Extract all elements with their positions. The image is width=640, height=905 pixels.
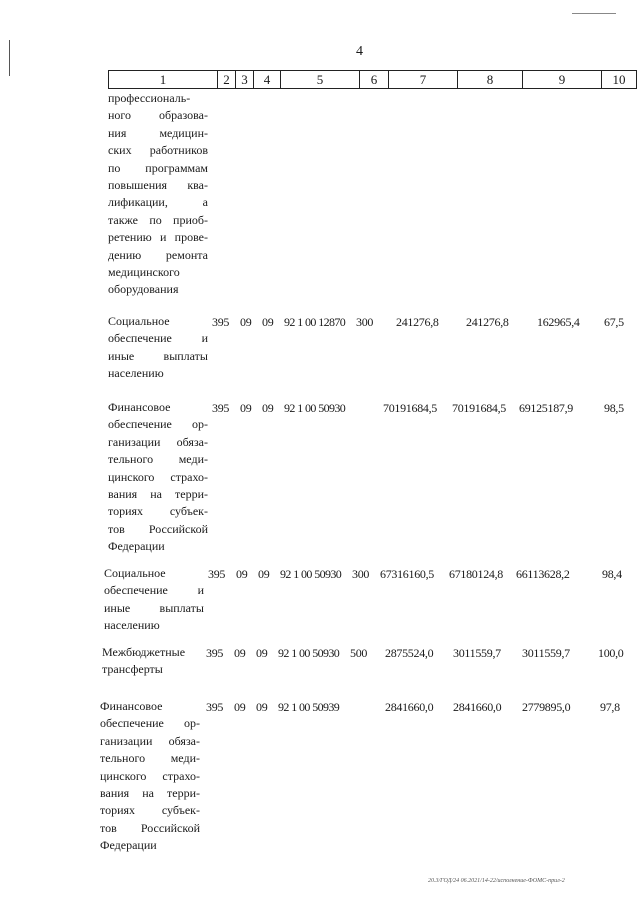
cell-value-8: 70191684,5 xyxy=(452,401,507,415)
table-row-name xyxy=(102,644,202,679)
name-line: ториях субъек- xyxy=(108,504,208,519)
name-line: тельного меди- xyxy=(100,751,200,766)
table-row-name xyxy=(100,698,200,855)
name-line: вания на терри- xyxy=(108,487,208,502)
cell-subsection: 09 xyxy=(256,646,268,660)
footer-file-reference: 20.3/ГОД/24 06.2021/14-22/исполнение-ФОМС-прил-2 xyxy=(428,878,565,884)
cell-section: 09 xyxy=(240,401,252,415)
cell-percent: 98,5 xyxy=(604,401,624,415)
name-line: дению ремонта xyxy=(108,247,208,262)
name-line: повышения ква- xyxy=(108,178,208,193)
header-cell-4: 4 xyxy=(254,71,281,88)
cell-target-code: 92 1 00 50930 xyxy=(278,646,340,660)
name-line: профессиональ- xyxy=(108,91,191,105)
name-line: населению xyxy=(104,618,160,633)
cell-value-9: 66113628,2 xyxy=(516,567,570,581)
cell-subsection: 09 xyxy=(258,567,270,581)
cell-value-9: 69125187,9 xyxy=(519,401,574,415)
table-row-name xyxy=(108,399,208,556)
column-header-row xyxy=(108,70,637,89)
name-line: ганизации обяза- xyxy=(100,733,200,748)
cell-expense-type: 300 xyxy=(356,315,374,329)
name-line: ретению и прове- xyxy=(108,230,208,245)
name-line: Социальное xyxy=(104,566,166,580)
name-line: цинского страхо- xyxy=(108,469,208,484)
name-line: тов Российской xyxy=(100,820,200,835)
name-line: обеспечение и xyxy=(108,331,208,346)
name-line: Федерации xyxy=(100,838,157,853)
cell-section: 09 xyxy=(236,567,248,581)
cell-subsection: 09 xyxy=(256,700,268,714)
cell-value-8: 2841660,0 xyxy=(453,700,502,714)
cell-value-7: 241276,8 xyxy=(396,315,439,329)
name-line: иные выплаты xyxy=(108,348,208,363)
cell-value-8: 3011559,7 xyxy=(453,646,501,660)
name-line: тов Российской xyxy=(108,521,208,536)
cell-percent: 67,5 xyxy=(604,315,624,329)
cell-admin-code: 395 xyxy=(206,646,224,660)
name-line: ния медицин- xyxy=(108,125,208,140)
name-line: лификации, а xyxy=(108,195,208,210)
name-line: ного образова- xyxy=(108,108,208,123)
cell-value-9: 3011559,7 xyxy=(522,646,570,660)
cell-target-code: 92 1 00 50939 xyxy=(278,700,340,714)
name-line: вания на терри- xyxy=(100,786,200,801)
cell-percent: 98,4 xyxy=(602,567,622,581)
header-cell-1: 1 xyxy=(109,71,218,88)
header-cell-3: 3 xyxy=(236,71,254,88)
header-cell-9: 9 xyxy=(523,71,602,88)
cell-percent: 100,0 xyxy=(598,646,624,660)
cell-subsection: 09 xyxy=(262,401,274,415)
table-row-name xyxy=(104,565,204,635)
name-line: ториях субъек- xyxy=(100,803,200,818)
page-number: 4 xyxy=(356,44,363,59)
header-cell-2: 2 xyxy=(218,71,236,88)
name-line: обеспечение ор- xyxy=(100,716,200,731)
name-line: Финансовое xyxy=(108,400,171,414)
cell-admin-code: 395 xyxy=(206,700,224,714)
cell-value-7: 2875524,0 xyxy=(385,646,434,660)
cell-expense-type: 300 xyxy=(352,567,370,581)
cell-value-9: 2779895,0 xyxy=(522,700,571,714)
cell-admin-code: 395 xyxy=(212,401,230,415)
cell-value-7: 70191684,5 xyxy=(383,401,438,415)
cell-target-code: 92 1 00 50930 xyxy=(284,401,346,415)
header-cell-7: 7 xyxy=(389,71,458,88)
header-cell-8: 8 xyxy=(458,71,523,88)
cell-value-9: 162965,4 xyxy=(537,315,580,329)
name-line: также по приоб- xyxy=(108,212,208,227)
name-line: медицинского xyxy=(108,265,180,280)
cell-value-8: 241276,8 xyxy=(466,315,509,329)
cell-subsection: 09 xyxy=(262,315,274,329)
name-line: Социальное xyxy=(108,314,170,328)
cell-section: 09 xyxy=(234,646,246,660)
name-line: обеспечение и xyxy=(104,583,204,598)
header-cell-6: 6 xyxy=(360,71,389,88)
cell-admin-code: 395 xyxy=(208,567,226,581)
header-cell-5: 5 xyxy=(281,71,360,88)
name-line: Федерации xyxy=(108,539,165,554)
name-line: оборудования xyxy=(108,282,179,297)
header-cell-10: 10 xyxy=(612,71,626,87)
cell-value-7: 2841660,0 xyxy=(385,700,434,714)
cell-target-code: 92 1 00 12870 xyxy=(284,315,346,329)
name-line: Межбюджетные xyxy=(102,645,186,659)
margin-line xyxy=(9,40,10,76)
cell-value-7: 67316160,5 xyxy=(380,567,435,581)
name-line: ских работников xyxy=(108,143,208,158)
cell-expense-type: 500 xyxy=(350,646,368,660)
name-line: трансферты xyxy=(102,662,163,677)
cell-percent: 97,8 xyxy=(600,700,620,714)
top-dash xyxy=(572,13,616,14)
name-line: цинского страхо- xyxy=(100,768,200,783)
cell-target-code: 92 1 00 50930 xyxy=(280,567,342,581)
cell-admin-code: 395 xyxy=(212,315,230,329)
name-line: иные выплаты xyxy=(104,600,204,615)
name-line: по программам xyxy=(108,160,208,175)
cell-value-8: 67180124,8 xyxy=(449,567,504,581)
name-line: обеспечение ор- xyxy=(108,417,208,432)
name-line: тельного меди- xyxy=(108,452,208,467)
cell-section: 09 xyxy=(234,700,246,714)
row-name-continued xyxy=(108,90,208,299)
name-line: ганизации обяза- xyxy=(108,434,208,449)
name-line: Финансовое xyxy=(100,699,163,713)
name-line: населению xyxy=(108,366,164,381)
cell-section: 09 xyxy=(240,315,252,329)
table-row-name xyxy=(108,313,208,383)
